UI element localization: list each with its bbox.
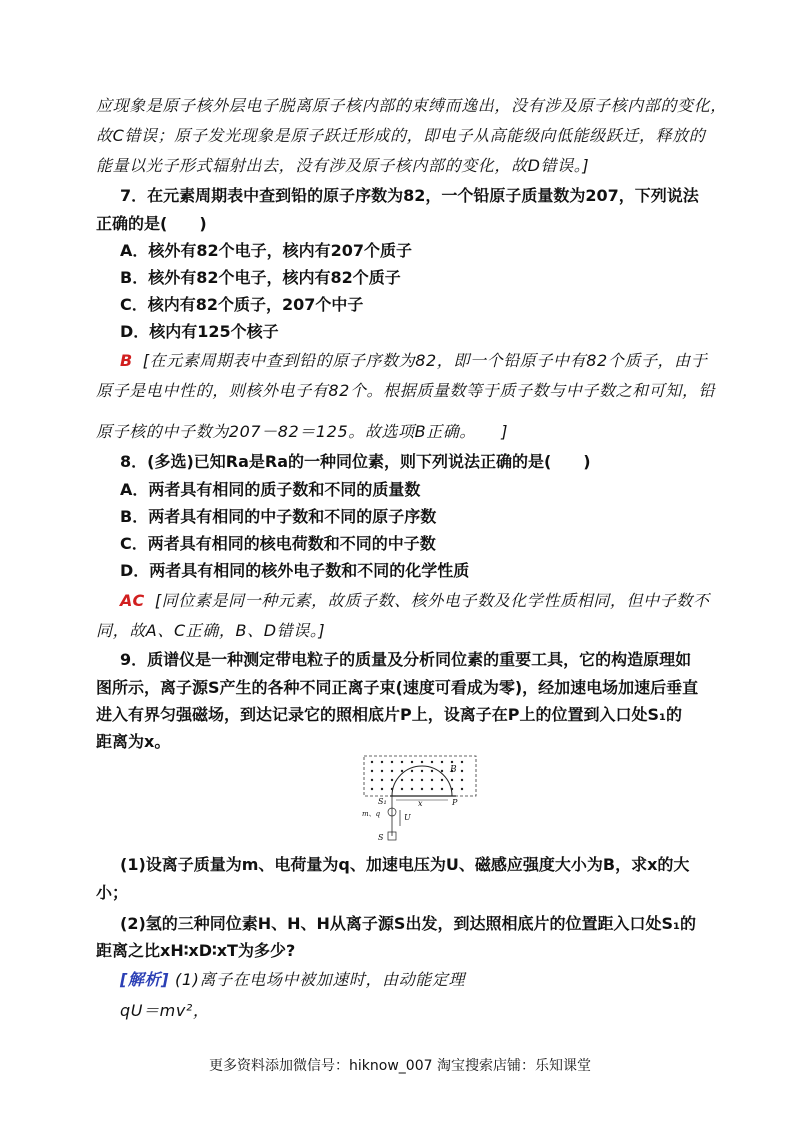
field-dot bbox=[431, 779, 433, 781]
field-dot bbox=[461, 770, 463, 772]
footer-watermark: 更多资料添加微信号：hiknow_007 淘宝搜索店铺：乐知课堂 bbox=[209, 1058, 591, 1074]
analysis-tag: [解析] bbox=[120, 970, 170, 989]
s1-label: S₁ bbox=[378, 797, 387, 806]
field-dot bbox=[421, 770, 423, 772]
field-dot bbox=[371, 770, 373, 772]
prev-explanation-line: 应现象是原子核外层电子脱离原子核内部的束缚而逸出，没有涉及原子核内部的变化， bbox=[96, 96, 727, 115]
q7-option-d: D．核内有125个核子 bbox=[120, 322, 279, 341]
field-dot bbox=[411, 761, 413, 763]
q9-sub2: 距离之比xH∶xD∶xT为多少? bbox=[96, 941, 296, 960]
field-dot bbox=[411, 788, 413, 790]
field-dot bbox=[431, 761, 433, 763]
field-dot bbox=[421, 779, 423, 781]
q7-explanation-line: 原子核的中子数为207－82＝125。故选项B正确。 ] bbox=[96, 422, 509, 441]
q7-answer: B bbox=[120, 351, 133, 370]
q9-stem: 9．质谱仪是一种测定带电粒子的质量及分析同位素的重要工具，它的构造原理如 bbox=[120, 650, 692, 669]
field-dot bbox=[441, 788, 443, 790]
x-label: x bbox=[418, 799, 423, 808]
field-dot bbox=[461, 779, 463, 781]
q8-explanation-text: [同位素是同一种元素，故质子数、核外电子数及化学性质相同，但中子数不 bbox=[154, 591, 710, 610]
q9-stem: 距离为x。 bbox=[96, 732, 171, 751]
u-label: U bbox=[404, 813, 411, 822]
q7-stem: 7．在元素周期表中查到铅的原子序数为82，一个铅原子质量数为207，下列说法 bbox=[120, 186, 699, 205]
field-dot bbox=[431, 788, 433, 790]
field-dot bbox=[421, 761, 423, 763]
field-dot bbox=[441, 761, 443, 763]
q8-option-b: B．两者具有相同的中子数和不同的原子序数 bbox=[120, 507, 437, 526]
q9-stem: 进入有界匀强磁场，到达记录它的照相底片P上，设离子在P上的位置到入口处S₁的 bbox=[96, 705, 682, 724]
field-dot bbox=[401, 779, 403, 781]
mass-spectrometer-figure bbox=[360, 754, 480, 854]
field-dot bbox=[401, 788, 403, 790]
field-dot bbox=[461, 761, 463, 763]
q9-sub1: (1)设离子质量为m、电荷量为q、加速电压为U、磁感应强度大小为B，求x的大 bbox=[120, 855, 690, 874]
q9-sub2: (2)氢的三种同位素H、H、H从离子源S出发，到达照相底片的位置距入口处S₁的 bbox=[120, 914, 696, 933]
q7-explanation-line bbox=[120, 351, 710, 371]
field-dot bbox=[391, 770, 393, 772]
q8-stem: 8．(多选)已知Ra是Ra的一种同位素，则下列说法正确的是( ) bbox=[120, 452, 591, 471]
field-dot bbox=[391, 761, 393, 763]
field-dot bbox=[381, 788, 383, 790]
field-dot bbox=[461, 788, 463, 790]
magnetic-field-region bbox=[364, 756, 476, 796]
field-dot bbox=[371, 788, 373, 790]
field-dot bbox=[431, 770, 433, 772]
field-dot bbox=[401, 761, 403, 763]
q7-explanation-text: [在元素周期表中查到铅的原子序数为82，即一个铅原子中有82个质子，由于 bbox=[142, 351, 708, 370]
q9-stem: 图所示，离子源S产生的各种不同正离子束(速度可看成为零)，经加速电场加速后垂直 bbox=[96, 678, 699, 697]
field-dot bbox=[391, 779, 393, 781]
q8-explanation-line bbox=[120, 591, 710, 611]
q7-stem: 正确的是( ) bbox=[96, 214, 207, 233]
field-dot bbox=[401, 770, 403, 772]
field-dot bbox=[451, 779, 453, 781]
q8-explanation-line: 同，故A、C正确，B、D错误。] bbox=[96, 621, 326, 640]
field-dot bbox=[441, 770, 443, 772]
q8-option-c: C．两者具有相同的核电荷数和不同的中子数 bbox=[120, 534, 436, 553]
field-dot bbox=[411, 770, 413, 772]
q9-analysis-line bbox=[120, 970, 710, 990]
field-dot bbox=[381, 761, 383, 763]
field-dot bbox=[451, 761, 453, 763]
q9-sub1: 小； bbox=[96, 883, 129, 902]
q8-option-a: A．两者具有相同的质子数和不同的质量数 bbox=[120, 480, 421, 499]
q7-option-b: B．核外有82个电子，核内有82个质子 bbox=[120, 268, 401, 287]
prev-explanation-line: 能量以光子形式辐射出去，没有涉及原子核内部的变化，故D错误。] bbox=[96, 156, 590, 175]
field-dot bbox=[411, 779, 413, 781]
q8-answer: AC bbox=[120, 591, 145, 610]
field-dot bbox=[381, 770, 383, 772]
q7-option-c: C．核内有82个质子，207个中子 bbox=[120, 295, 364, 314]
field-dot bbox=[441, 779, 443, 781]
prev-explanation-line: 故C错误；原子发光现象是原子跃迁形成的，即电子从高能级向低能级跃迁，释放的 bbox=[96, 126, 706, 145]
field-dot bbox=[421, 788, 423, 790]
p-label: P bbox=[452, 798, 458, 807]
q7-option-a: A．核外有82个电子，核内有207个质子 bbox=[120, 241, 413, 260]
field-dot bbox=[371, 761, 373, 763]
q8-option-d: D．两者具有相同的核外电子数和不同的化学性质 bbox=[120, 561, 470, 580]
b-label: B bbox=[450, 765, 457, 775]
field-dot bbox=[371, 779, 373, 781]
mq-label: m、q bbox=[362, 810, 381, 818]
analysis-text: (1)离子在电场中被加速时，由动能定理 bbox=[175, 970, 466, 989]
s-label: S bbox=[378, 833, 384, 842]
field-dot bbox=[381, 779, 383, 781]
formula: qU＝mv²， bbox=[120, 1001, 210, 1020]
q7-explanation-line: 原子是电中性的，则核外电子有82个。根据质量数等于质子数与中子数之和可知，铅 bbox=[96, 381, 716, 400]
